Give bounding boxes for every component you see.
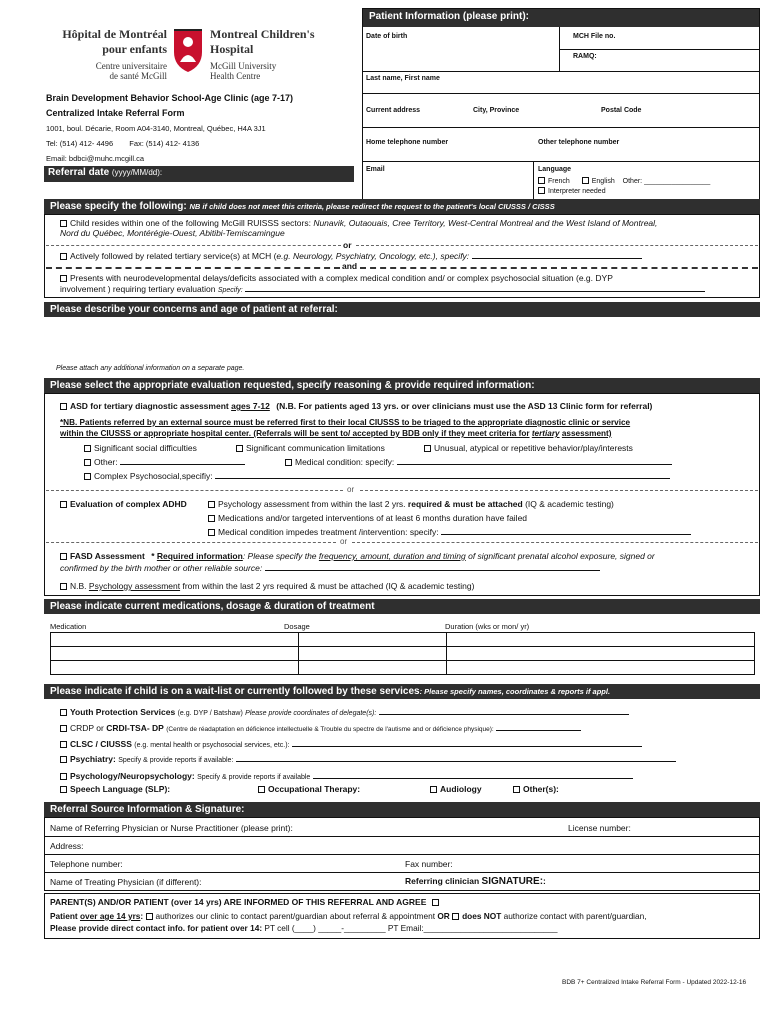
evaluation-header: Please select the appropriate evaluation requested, specify reasoning & provide required information: xyxy=(44,378,760,393)
criteria-opt1-c: Nord du Québec, Montérégie-Ouest, Abitibi-Temiscamingue xyxy=(60,228,285,238)
fasd-psych-checkbox[interactable] xyxy=(60,583,67,590)
adhd-meds-checkbox[interactable] xyxy=(208,515,215,522)
adhd-medical-line[interactable] xyxy=(441,534,691,535)
adhd-checkbox[interactable] xyxy=(60,501,67,508)
crdp-a: CRDP or xyxy=(70,723,104,733)
fasd-nb-a: N.B. xyxy=(70,581,87,591)
asd-complex-line[interactable] xyxy=(215,478,670,479)
criteria-opt3-a: Presents with neurodevelopmental delays/deficits associated with a complex medical condition and/ or complex psychosocial situation (e.g. DYP xyxy=(70,273,613,283)
criteria-or: or xyxy=(343,240,352,250)
criteria-opt1-a: Child resides within one of the following McGill RUISSS sectors: xyxy=(70,218,311,228)
asd-nb-line1: *NB. Patients referred by an external source must be referred first to their local CIUSSS to be triaged to the appropriate diagnostic clinic or service xyxy=(60,418,631,427)
english-label: English xyxy=(591,178,615,185)
mch-logo-french xyxy=(52,27,167,81)
footer-version: BDB 7+ Centralized Intake Referral Form - Updated 2022-12-16 xyxy=(562,979,747,986)
services-header xyxy=(44,684,760,699)
slp-checkbox[interactable] xyxy=(60,786,67,793)
asd-medical-label: Medical condition: specify: xyxy=(295,457,395,467)
clinic-info xyxy=(46,93,356,163)
dosage-col-header: Dosage xyxy=(284,622,310,631)
referral-date-label: Referral date xyxy=(48,167,110,178)
asd-label: ASD for tertiary diagnostic assessment xyxy=(70,401,229,411)
french-label: French xyxy=(548,178,570,185)
license-label[interactable]: License number: xyxy=(568,823,631,833)
psychology-line[interactable] xyxy=(313,778,633,779)
medications-header: Please indicate current medications, dosage & duration of treatment xyxy=(44,599,760,614)
asd-medical-checkbox[interactable] xyxy=(285,459,292,466)
crdp-checkbox[interactable] xyxy=(60,725,67,732)
english-checkbox[interactable] xyxy=(582,177,589,184)
criteria-note: NB if child does not meet this criteria, please redirect the request to the patient's local CIUSSS / CISSS xyxy=(189,202,555,211)
crdp-line[interactable] xyxy=(496,730,581,731)
criteria-ruisss-checkbox[interactable] xyxy=(60,220,67,227)
slp-label: Speech Language (SLP): xyxy=(70,784,171,794)
asd-nb-tertiary: tertiary xyxy=(531,429,560,438)
source-fax-label[interactable]: Fax number: xyxy=(405,859,453,869)
referral-date-format: (yyyy/MM/dd): xyxy=(111,168,163,177)
clsc-label: CLSC / CIUSSS xyxy=(70,739,132,749)
criteria-tertiary-checkbox[interactable] xyxy=(60,253,67,260)
clinic-tel: Tel: (514) 412- 4496 xyxy=(46,139,114,148)
eval-or-1: or xyxy=(347,485,355,494)
consent-not-authorize: authorize contact with parent/guardian, xyxy=(503,911,647,921)
consent-line1: PARENT(S) AND/OR PATIENT (over 14 yrs) ARE INFORMED OF THIS REFERRAL AND AGREE xyxy=(50,897,427,907)
fasd-required: Required information xyxy=(156,551,243,561)
patient-info-title: Patient Information (please print): xyxy=(363,9,759,27)
table-row xyxy=(51,633,755,647)
interpreter-checkbox[interactable] xyxy=(538,187,545,194)
criteria-opt3-specify: Specify: xyxy=(217,287,243,294)
asd-communication-checkbox[interactable] xyxy=(236,445,243,452)
clsc-line[interactable] xyxy=(292,746,642,747)
consent-not-authorize-checkbox[interactable] xyxy=(452,913,459,920)
table-row xyxy=(51,661,755,675)
source-phone-label[interactable]: Telephone number: xyxy=(50,859,123,869)
criteria-title: Please specify the following: xyxy=(50,201,187,212)
logo-fr-line3: Centre universitaire xyxy=(95,61,167,71)
fasd-checkbox[interactable] xyxy=(60,553,67,560)
criteria-opt3-b: involvement ) requiring tertiary evaluation xyxy=(60,284,216,294)
others-checkbox[interactable] xyxy=(513,786,520,793)
adhd-iq: (IQ & academic testing) xyxy=(525,499,614,509)
youth-protection-checkbox[interactable] xyxy=(60,709,67,716)
adhd-psych-checkbox[interactable] xyxy=(208,501,215,508)
dob-label: Date of birth xyxy=(366,33,408,40)
patient-info-box xyxy=(362,8,760,202)
logo-en-line4: Health Centre xyxy=(210,71,261,81)
ot-label: Occupational Therapy: xyxy=(268,784,361,794)
clinic-address: 1001, boul. Décarie, Room A04-3140, Montreal, Québec, H4A 3J1 xyxy=(46,124,266,133)
criteria-and: and xyxy=(342,261,358,271)
referral-date-bar[interactable] xyxy=(44,166,354,182)
ramq-label: RAMQ: xyxy=(573,53,597,60)
criteria-complex-checkbox[interactable] xyxy=(60,275,67,282)
signature-label-c: : xyxy=(543,876,546,886)
psychology-note: Specify & provide reports if available xyxy=(197,774,311,781)
consent-colon: : xyxy=(140,911,144,921)
asd-complex-label: Complex Psychosocial,specifiy: xyxy=(94,471,213,481)
consent-patient: Patient xyxy=(50,911,78,921)
fasd-star: * xyxy=(151,551,155,561)
duration-col-header: Duration (wks or mon/ yr) xyxy=(445,622,530,631)
adhd-label: Evaluation of complex ADHD xyxy=(70,499,187,509)
asd-other-checkbox[interactable] xyxy=(84,459,91,466)
criteria-header xyxy=(44,199,760,214)
consent-authorizes-checkbox[interactable] xyxy=(146,913,153,920)
form-title: Centralized Intake Referral Form xyxy=(46,108,185,118)
asd-other-label: Other: xyxy=(94,457,118,467)
adhd-psych-label: Psychology assessment from within the last 2 yrs. xyxy=(218,499,406,509)
youth-eg: (e.g. DYP / Batshaw) xyxy=(177,710,243,717)
adhd-medical-label: Medical condition impedes treatment /intervention: specify: xyxy=(218,527,439,537)
youth-note: Please provide coordinates of delegate(s): xyxy=(245,710,377,717)
asd-social-label: Significant social difficulties xyxy=(94,443,197,453)
asd-unusual-label: Unusual, atypical or repetitive behavior/play/interests xyxy=(434,443,633,453)
logo-en-line1: Montreal Children's xyxy=(210,27,315,41)
consent-contact-label: Please provide direct contact info. for patient over 14: xyxy=(50,923,263,933)
logo-fr-line2: pour enfants xyxy=(102,42,167,56)
city-label: City, Province xyxy=(473,107,520,114)
treating-physician-label[interactable]: Name of Treating Physician (if different): xyxy=(50,877,202,887)
logo-en-line3: McGill University xyxy=(210,61,277,71)
adhd-required: required & must be attached xyxy=(407,499,523,509)
mch-logo-english xyxy=(210,27,325,81)
interpreter-label: Interpreter needed xyxy=(548,188,606,195)
medications-table xyxy=(50,632,755,675)
asd-note: (N.B. For patients aged 13 yrs. or over clinicians must use the ASD 13 Clinic form for referral) xyxy=(276,401,653,411)
psychiatry-label: Psychiatry: xyxy=(70,754,116,764)
audiology-label: Audiology xyxy=(440,784,482,794)
concerns-attach-note: Please attach any additional information on a separate page. xyxy=(56,365,245,372)
clsc-eg: (e.g. mental health or psychosocial services, etc.): xyxy=(134,742,290,749)
signature-label-a: Referring clinician xyxy=(405,876,480,886)
youth-line[interactable] xyxy=(379,714,629,715)
asd-social-checkbox[interactable] xyxy=(84,445,91,452)
email-label: Email xyxy=(366,166,385,173)
asd-nb-end: assessment) xyxy=(561,429,612,438)
asd-checkbox[interactable] xyxy=(60,403,67,410)
medication-col-header: Medication xyxy=(50,622,87,631)
french-checkbox[interactable] xyxy=(538,177,545,184)
asd-other-line[interactable] xyxy=(120,464,245,465)
consent-does-not: does NOT xyxy=(462,911,502,921)
logo-fr-line1: Hôpital de Montréal xyxy=(62,27,167,41)
source-header: Referral Source Information & Signature: xyxy=(44,802,760,817)
fasd-text-a: : Please specify the xyxy=(242,551,317,561)
clsc-checkbox[interactable] xyxy=(60,741,67,748)
clinic-fax: Fax: (514) 412- 4136 xyxy=(129,139,200,148)
fasd-label: FASD Assessment xyxy=(70,551,145,561)
audiology-checkbox[interactable] xyxy=(430,786,437,793)
clinic-email: Email: bdbci@muhc.mcgill.ca xyxy=(46,154,145,163)
fasd-text-d: confirmed by the birth mother or other reliable source: xyxy=(60,563,263,573)
mch-file-label: MCH File no. xyxy=(573,33,616,40)
mch-emblem-icon xyxy=(170,26,206,74)
source-address-label[interactable]: Address: xyxy=(50,841,84,851)
consent-contact-fields[interactable]: PT cell (____) _____-_________ PT Email:_____________________________ xyxy=(264,923,558,933)
name-label: Last name, First name xyxy=(366,75,440,82)
asd-unusual-checkbox[interactable] xyxy=(424,445,431,452)
signature-label-b: SIGNATURE: xyxy=(481,876,544,887)
asd-nb-line2: within the CIUSSS or appropriate hospital center. (Referrals will be sent to/ accepted by BDB only if they meet criteria for xyxy=(60,429,530,438)
fasd-text-c: of significant prenatal alcohol exposure, signed or xyxy=(468,551,655,561)
clinic-name: Brain Development Behavior School-Age Clinic (age 7-17) xyxy=(46,93,294,103)
asd-complex-checkbox[interactable] xyxy=(84,473,91,480)
signature-field[interactable] xyxy=(405,876,546,887)
asd-communication-label: Significant communication limitations xyxy=(246,443,385,453)
services-note: : Please specify names, coordinates & reports if appl. xyxy=(419,687,611,696)
address-label: Current address xyxy=(366,107,421,114)
logo-en-line2: Hospital xyxy=(210,42,254,56)
eval-or-2: or xyxy=(340,537,348,546)
asd-medical-line[interactable] xyxy=(397,464,672,465)
fasd-text-b: frequency, amount, duration and timing xyxy=(318,551,466,561)
crdp-c: (Centre de réadaptation en déficience intellectuelle & Trouble du spectre de l'autisme and or déficience physique): xyxy=(166,726,494,733)
concerns-header: Please describe your concerns and age of patient at referral: xyxy=(44,302,760,317)
fasd-nb-c: from within the last 2 yrs required & must be attached (IQ & academic testing) xyxy=(182,581,475,591)
referring-physician-label[interactable]: Name of Referring Physician or Nurse Practitioner (please print): xyxy=(50,823,293,833)
postal-label: Postal Code xyxy=(601,107,642,114)
psychiatry-note: Specify & provide reports if available: xyxy=(118,757,234,764)
adhd-meds-label: Medications and/or targeted interventions of at least 6 months duration have failed xyxy=(218,513,528,523)
criteria-tertiary-specify-line[interactable] xyxy=(472,258,642,259)
youth-label: Youth Protection Services xyxy=(70,707,176,717)
criteria-opt2-b: e.g. Neurology, Psychiatry, Oncology, etc.), specify: xyxy=(276,251,470,261)
psychiatry-line[interactable] xyxy=(236,761,676,762)
others-label: Other(s): xyxy=(523,784,559,794)
services-title: Please indicate if child is on a wait-list or currently followed by these services xyxy=(50,686,420,697)
language-label: Language xyxy=(538,166,572,173)
consent-authorizes: authorizes our clinic to contact parent/guardian about referral & appointment xyxy=(155,911,435,921)
criteria-opt1-b: Nunavik, Outaouais, Cree Territory, West-Central Montreal and the West Island of Montreal, xyxy=(313,218,658,228)
consent-or: OR xyxy=(437,911,450,921)
other-language-label: Other: _________________ xyxy=(622,178,711,185)
psychology-checkbox[interactable] xyxy=(60,773,67,780)
criteria-complex-specify-line[interactable] xyxy=(245,291,705,292)
home-phone-label: Home telephone number xyxy=(366,139,449,146)
psychology-label: Psychology/Neuropsychology: xyxy=(70,771,195,781)
crdp-b: CRDI-TSA- DP xyxy=(106,723,164,733)
fasd-nb-b: Psychology assessment xyxy=(88,581,181,591)
other-phone-label: Other telephone number xyxy=(538,139,620,146)
logo-fr-line4: de santé McGill xyxy=(109,71,167,81)
consent-agree-checkbox[interactable] xyxy=(432,899,439,906)
adhd-medical-checkbox[interactable] xyxy=(208,529,215,536)
ot-checkbox[interactable] xyxy=(258,786,265,793)
criteria-opt2-a: Actively followed by related tertiary service(s) at MCH ( xyxy=(70,251,277,261)
asd-ages: ages 7-12 xyxy=(231,401,270,411)
table-row xyxy=(51,647,755,661)
fasd-exposure-line[interactable] xyxy=(265,570,600,571)
consent-over14: over age 14 yrs xyxy=(79,911,141,921)
psychiatry-checkbox[interactable] xyxy=(60,756,67,763)
